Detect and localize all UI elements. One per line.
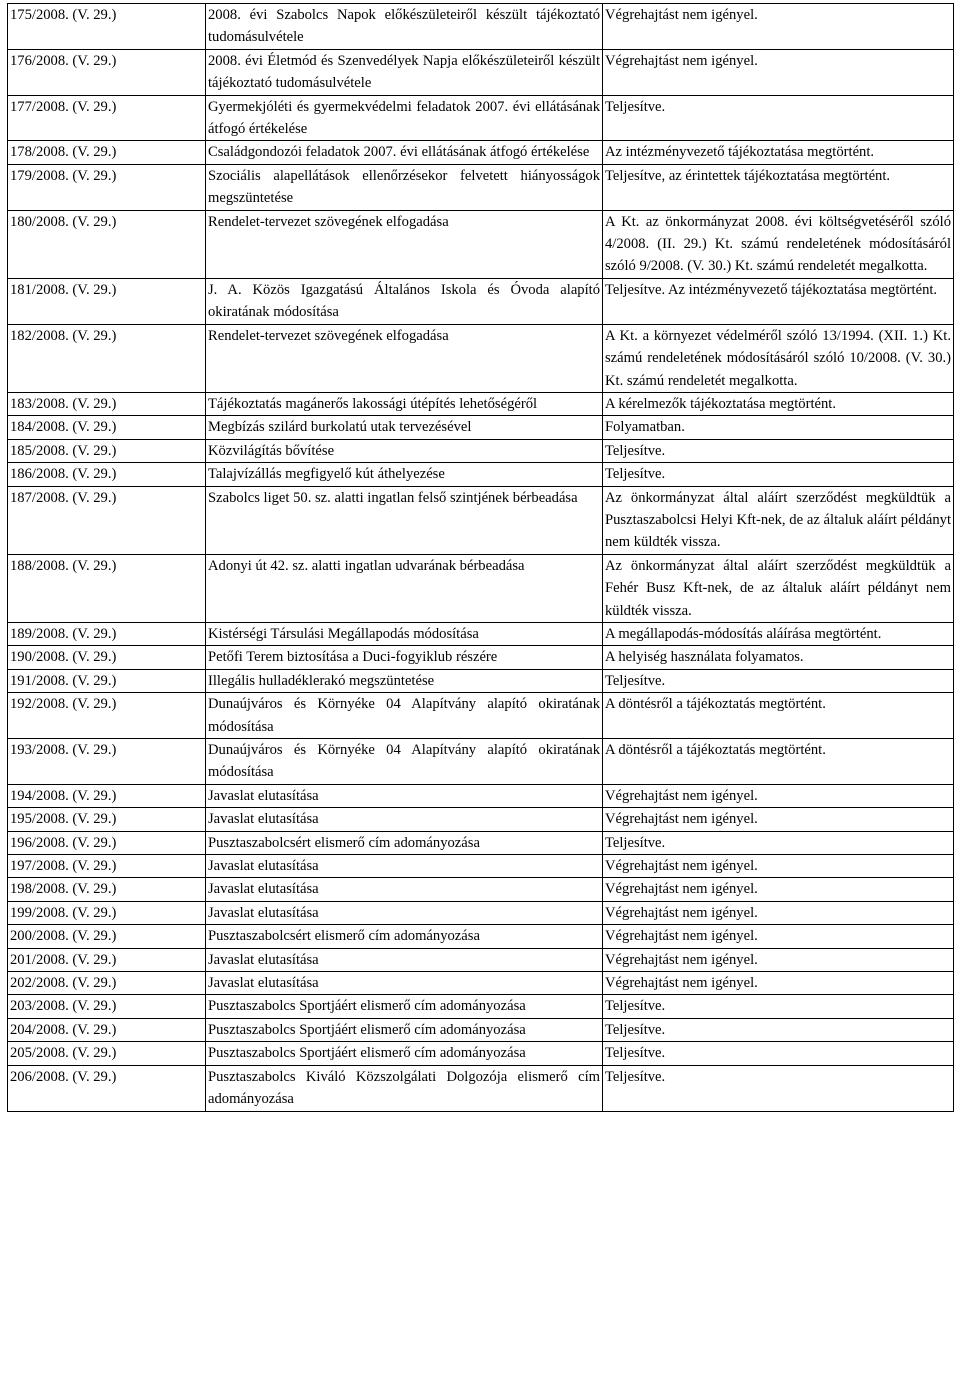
- resolution-status-cell: Teljesítve.: [603, 1018, 954, 1041]
- resolution-subject-cell: Családgondozói feladatok 2007. évi ellátásának átfogó értékelése: [206, 141, 603, 164]
- table-row: [8, 439, 954, 462]
- resolution-number-cell: 183/2008. (V. 29.): [8, 392, 206, 415]
- table-row: [8, 808, 954, 831]
- table-row: [8, 141, 954, 164]
- resolution-subject-cell: Talajvízállás megfigyelő kút áthelyezése: [206, 463, 603, 486]
- resolution-status-cell: A döntésről a tájékoztatás megtörtént.: [603, 739, 954, 785]
- resolution-subject-cell: Pusztaszabolcs Sportjáért elismerő cím adományozása: [206, 1042, 603, 1065]
- resolution-subject-cell: Kistérségi Társulási Megállapodás módosítása: [206, 622, 603, 645]
- resolution-status-cell: Végrehajtást nem igényel.: [603, 784, 954, 807]
- resolution-number-cell: 197/2008. (V. 29.): [8, 855, 206, 878]
- resolution-status-cell: A megállapodás-módosítás aláírása megtörtént.: [603, 622, 954, 645]
- resolution-number-cell: 176/2008. (V. 29.): [8, 49, 206, 95]
- resolution-number-cell: 182/2008. (V. 29.): [8, 324, 206, 392]
- resolution-number-cell: 184/2008. (V. 29.): [8, 416, 206, 439]
- resolution-subject-cell: Rendelet-tervezet szövegének elfogadása: [206, 324, 603, 392]
- resolution-number-cell: 175/2008. (V. 29.): [8, 4, 206, 50]
- resolution-subject-cell: Szociális alapellátások ellenőrzésekor felvetett hiányosságok megszüntetése: [206, 164, 603, 210]
- resolution-number-cell: 203/2008. (V. 29.): [8, 995, 206, 1018]
- resolution-status-cell: Teljesítve, az érintettek tájékoztatása megtörtént.: [603, 164, 954, 210]
- table-row: [8, 1018, 954, 1041]
- resolution-number-cell: 177/2008. (V. 29.): [8, 95, 206, 141]
- resolution-subject-cell: Javaslat elutasítása: [206, 972, 603, 995]
- resolution-number-cell: 198/2008. (V. 29.): [8, 878, 206, 901]
- resolution-number-cell: 192/2008. (V. 29.): [8, 693, 206, 739]
- resolution-status-cell: Teljesítve.: [603, 463, 954, 486]
- resolution-number-cell: 206/2008. (V. 29.): [8, 1065, 206, 1111]
- table-row: [8, 669, 954, 692]
- resolution-status-cell: Az önkormányzat által aláírt szerződést megküldtük a Fehér Busz Kft-nek, de az általuk aláírt példányt nem küldték vissza.: [603, 554, 954, 622]
- table-row: [8, 1042, 954, 1065]
- resolution-subject-cell: Megbízás szilárd burkolatú utak tervezésével: [206, 416, 603, 439]
- table-row: [8, 210, 954, 278]
- table-row: [8, 278, 954, 324]
- resolution-status-cell: A döntésről a tájékoztatás megtörtént.: [603, 693, 954, 739]
- resolution-number-cell: 185/2008. (V. 29.): [8, 439, 206, 462]
- resolution-subject-cell: Pusztaszabolcs Sportjáért elismerő cím adományozása: [206, 1018, 603, 1041]
- resolution-status-cell: Teljesítve.: [603, 1065, 954, 1111]
- table-row: [8, 784, 954, 807]
- resolution-status-cell: Végrehajtást nem igényel.: [603, 49, 954, 95]
- resolution-status-cell: Végrehajtást nem igényel.: [603, 901, 954, 924]
- table-row: [8, 486, 954, 554]
- resolutions-table: [7, 3, 954, 1112]
- table-row: [8, 925, 954, 948]
- resolution-number-cell: 179/2008. (V. 29.): [8, 164, 206, 210]
- resolution-status-cell: Teljesítve.: [603, 1042, 954, 1065]
- resolution-subject-cell: Pusztaszabolcs Kiváló Közszolgálati Dolgozója elismerő cím adományozása: [206, 1065, 603, 1111]
- table-row: [8, 995, 954, 1018]
- resolution-status-cell: Teljesítve.: [603, 669, 954, 692]
- resolution-status-cell: Végrehajtást nem igényel.: [603, 855, 954, 878]
- resolution-number-cell: 191/2008. (V. 29.): [8, 669, 206, 692]
- resolution-subject-cell: Illegális hulladéklerakó megszüntetése: [206, 669, 603, 692]
- table-row: [8, 693, 954, 739]
- resolution-subject-cell: 2008. évi Szabolcs Napok előkészületeiről készült tájékoztató tudomásulvétele: [206, 4, 603, 50]
- resolution-status-cell: Végrehajtást nem igényel.: [603, 925, 954, 948]
- resolution-number-cell: 188/2008. (V. 29.): [8, 554, 206, 622]
- resolution-number-cell: 190/2008. (V. 29.): [8, 646, 206, 669]
- table-row: [8, 855, 954, 878]
- resolution-number-cell: 204/2008. (V. 29.): [8, 1018, 206, 1041]
- resolution-number-cell: 201/2008. (V. 29.): [8, 948, 206, 971]
- resolution-subject-cell: Adonyi út 42. sz. alatti ingatlan udvarának bérbeadása: [206, 554, 603, 622]
- resolution-subject-cell: Rendelet-tervezet szövegének elfogadása: [206, 210, 603, 278]
- resolution-subject-cell: Közvilágítás bővítése: [206, 439, 603, 462]
- resolution-subject-cell: Javaslat elutasítása: [206, 784, 603, 807]
- resolution-number-cell: 194/2008. (V. 29.): [8, 784, 206, 807]
- resolution-number-cell: 178/2008. (V. 29.): [8, 141, 206, 164]
- resolution-number-cell: 189/2008. (V. 29.): [8, 622, 206, 645]
- resolution-subject-cell: Javaslat elutasítása: [206, 855, 603, 878]
- resolution-subject-cell: Dunaújváros és Környéke 04 Alapítvány alapító okiratának módosítása: [206, 693, 603, 739]
- table-row: [8, 95, 954, 141]
- table-row: [8, 49, 954, 95]
- table-row: [8, 324, 954, 392]
- table-row: [8, 948, 954, 971]
- resolution-number-cell: 199/2008. (V. 29.): [8, 901, 206, 924]
- resolution-status-cell: A kérelmezők tájékoztatása megtörtént.: [603, 392, 954, 415]
- resolution-number-cell: 186/2008. (V. 29.): [8, 463, 206, 486]
- resolution-status-cell: Folyamatban.: [603, 416, 954, 439]
- resolution-status-cell: A Kt. az önkormányzat 2008. évi költségvetéséről szóló 4/2008. (II. 29.) Kt. számú rendeletének módosításáról szóló 9/2008. (V. 30.) Kt. számú rendeletét megalkotta.: [603, 210, 954, 278]
- table-row: [8, 739, 954, 785]
- table-row: [8, 646, 954, 669]
- resolution-subject-cell: Petőfi Terem biztosítása a Duci-fogyiklub részére: [206, 646, 603, 669]
- resolution-subject-cell: Szabolcs liget 50. sz. alatti ingatlan felső szintjének bérbeadása: [206, 486, 603, 554]
- table-row: [8, 416, 954, 439]
- resolutions-table-body: [8, 4, 954, 1112]
- resolution-status-cell: Az intézményvezető tájékoztatása megtörtént.: [603, 141, 954, 164]
- resolution-status-cell: Teljesítve.: [603, 439, 954, 462]
- resolution-status-cell: A helyiség használata folyamatos.: [603, 646, 954, 669]
- table-row: [8, 463, 954, 486]
- resolution-number-cell: 205/2008. (V. 29.): [8, 1042, 206, 1065]
- resolution-subject-cell: Javaslat elutasítása: [206, 901, 603, 924]
- resolution-status-cell: A Kt. a környezet védelméről szóló 13/1994. (XII. 1.) Kt. számú rendeletének módosításáról szóló 10/2008. (V. 30.) Kt. számú rendeletét megalkotta.: [603, 324, 954, 392]
- resolution-subject-cell: J. A. Közös Igazgatású Általános Iskola és Óvoda alapító okiratának módosítása: [206, 278, 603, 324]
- table-row: [8, 831, 954, 854]
- resolution-number-cell: 187/2008. (V. 29.): [8, 486, 206, 554]
- table-row: [8, 901, 954, 924]
- table-row: [8, 1065, 954, 1111]
- resolution-status-cell: Végrehajtást nem igényel.: [603, 808, 954, 831]
- resolution-status-cell: Végrehajtást nem igényel.: [603, 4, 954, 50]
- resolution-subject-cell: Javaslat elutasítása: [206, 878, 603, 901]
- resolution-subject-cell: Pusztaszabolcsért elismerő cím adományozása: [206, 831, 603, 854]
- table-row: [8, 878, 954, 901]
- resolution-status-cell: Végrehajtást nem igényel.: [603, 948, 954, 971]
- resolution-number-cell: 180/2008. (V. 29.): [8, 210, 206, 278]
- resolution-subject-cell: Tájékoztatás magánerős lakossági útépítés lehetőségéről: [206, 392, 603, 415]
- resolution-status-cell: Teljesítve.: [603, 995, 954, 1018]
- resolution-subject-cell: Gyermekjóléti és gyermekvédelmi feladatok 2007. évi ellátásának átfogó értékelése: [206, 95, 603, 141]
- resolution-number-cell: 195/2008. (V. 29.): [8, 808, 206, 831]
- table-row: [8, 622, 954, 645]
- resolution-status-cell: Az önkormányzat által aláírt szerződést megküldtük a Pusztaszabolcsi Helyi Kft-nek, de az általuk aláírt példányt nem küldték vissza.: [603, 486, 954, 554]
- resolution-number-cell: 193/2008. (V. 29.): [8, 739, 206, 785]
- table-row: [8, 392, 954, 415]
- resolution-subject-cell: 2008. évi Életmód és Szenvedélyek Napja előkészületeiről készült tájékoztató tudomásulvétele: [206, 49, 603, 95]
- resolution-subject-cell: Javaslat elutasítása: [206, 808, 603, 831]
- table-row: [8, 164, 954, 210]
- resolution-number-cell: 181/2008. (V. 29.): [8, 278, 206, 324]
- resolution-status-cell: Végrehajtást nem igényel.: [603, 972, 954, 995]
- resolution-subject-cell: Pusztaszabolcsért elismerő cím adományozása: [206, 925, 603, 948]
- resolution-subject-cell: Dunaújváros és Környéke 04 Alapítvány alapító okiratának módosítása: [206, 739, 603, 785]
- resolution-status-cell: Végrehajtást nem igényel.: [603, 878, 954, 901]
- resolution-status-cell: Teljesítve. Az intézményvezető tájékoztatása megtörtént.: [603, 278, 954, 324]
- resolution-subject-cell: Javaslat elutasítása: [206, 948, 603, 971]
- resolution-number-cell: 200/2008. (V. 29.): [8, 925, 206, 948]
- resolution-number-cell: 202/2008. (V. 29.): [8, 972, 206, 995]
- resolution-number-cell: 196/2008. (V. 29.): [8, 831, 206, 854]
- table-row: [8, 554, 954, 622]
- table-row: [8, 972, 954, 995]
- table-row: [8, 4, 954, 50]
- resolution-status-cell: Teljesítve.: [603, 831, 954, 854]
- resolution-subject-cell: Pusztaszabolcs Sportjáért elismerő cím adományozása: [206, 995, 603, 1018]
- resolution-status-cell: Teljesítve.: [603, 95, 954, 141]
